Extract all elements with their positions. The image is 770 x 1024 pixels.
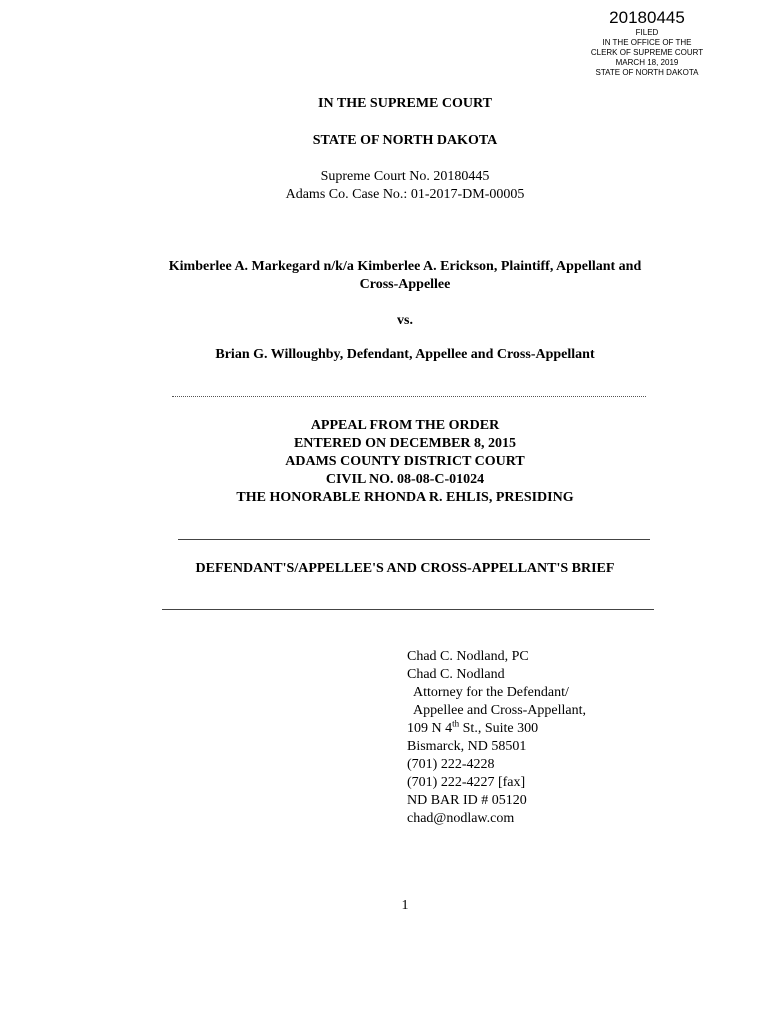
attorney-firm: Chad C. Nodland, PC [407,649,529,664]
filing-stamp [582,8,712,78]
appeal-line-1: APPEAL FROM THE ORDER [310,418,500,433]
divider-1 [178,539,650,540]
attorney-fax: (701) 222-4227 [fax] [407,775,526,790]
attorney-block [407,648,586,828]
court-state: STATE OF NORTH DAKOTA [312,133,498,148]
appeal-line-4: CIVIL NO. 08-08-C-01024 [325,472,485,487]
brief-title: DEFENDANT'S/APPELLEE'S AND CROSS-APPELLANT'S BRIEF [195,561,615,576]
appeal-line-3: ADAMS COUNTY DISTRICT COURT [285,454,525,469]
supreme-court-number: Supreme Court No. 20180445 [320,169,490,184]
stamp-state: STATE OF NORTH DAKOTA [595,68,699,77]
stamp-date: MARCH 18, 2019 [615,58,679,67]
address-suffix: St., Suite 300 [459,721,539,736]
stamp-office: IN THE OFFICE OF THE [602,38,692,47]
attorney-name: Chad C. Nodland [407,667,505,682]
address-superscript: th [452,718,460,729]
divider-dotted [172,396,646,397]
stamp-clerk: CLERK OF SUPREME COURT [590,48,704,57]
address-prefix: 109 N 4 [407,721,453,736]
court-name: IN THE SUPREME COURT [318,96,492,111]
plaintiff-line-2: Cross-Appellee [359,277,451,292]
attorney-phone: (701) 222-4228 [407,757,495,772]
attorney-address [407,720,586,738]
attorney-role-2: Appellee and Cross-Appellant, [413,703,587,718]
attorney-email: chad@nodlaw.com [407,811,515,826]
attorney-role-1: Attorney for the Defendant/ [413,685,569,700]
appeal-line-2: ENTERED ON DECEMBER 8, 2015 [293,436,517,451]
county-case-number: Adams Co. Case No.: 01-2017-DM-00005 [285,187,525,202]
stamp-filed: FILED [635,28,659,37]
attorney-bar-id: ND BAR ID # 05120 [407,793,527,808]
divider-2 [162,609,654,610]
appeal-line-5: THE HONORABLE RHONDA R. EHLIS, PRESIDING [236,490,574,505]
plaintiff-line-1: Kimberlee A. Markegard n/k/a Kimberlee A. Erickson, Plaintiff, Appellant and [168,259,642,274]
versus: vs. [397,313,413,328]
stamp-case-number: 20180445 [609,8,685,27]
defendant-line: Brian G. Willoughby, Defendant, Appellee and Cross-Appellant [215,347,595,362]
attorney-city: Bismarck, ND 58501 [407,739,527,754]
page-number: 1 [401,898,409,913]
